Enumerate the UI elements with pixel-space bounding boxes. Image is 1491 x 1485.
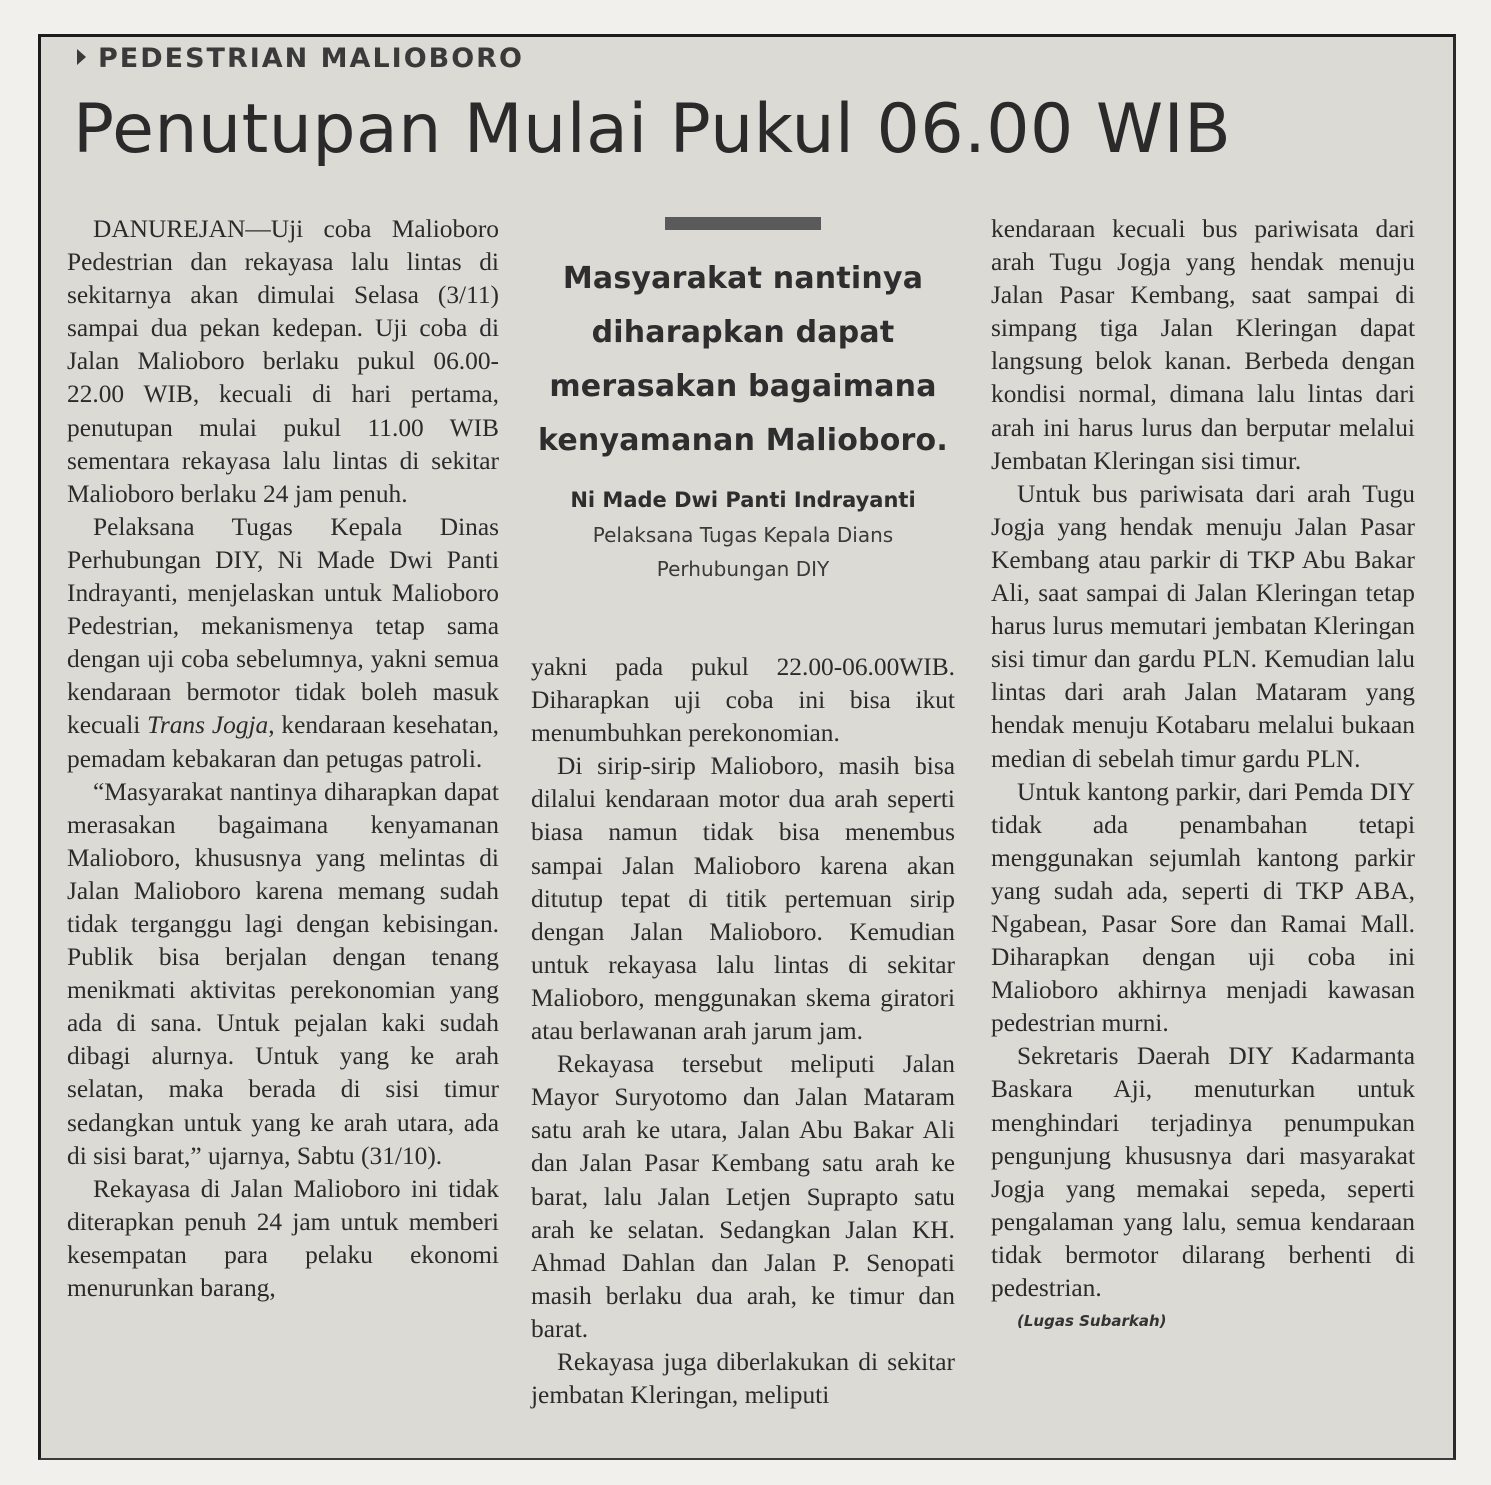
pull-quote-text: Masyarakat nantinya diharapkan dapat merasakan bagaimana kenyamanan Malioboro. xyxy=(538,261,948,458)
paragraph: Untuk bus pariwisata dari arah Tugu Jogja yang hendak menuju Jalan Pasar Kembang atau parkir di TKP Abu Bakar Ali, saat sampai di Jalan Kleringan tetap harus lurus memutari jembatan Kleringan sisi timur dan gardu PLN. Kemudian lalu lintas dari arah Jalan Mataram yang hendak menuju Kotabaru melalui bukaan median di sebelah timur gardu PLN. xyxy=(991,479,1415,773)
pull-quote xyxy=(531,213,955,586)
article-column-3 xyxy=(991,213,1415,1338)
paragraph: DANUREJAN—Uji coba Malioboro Pedestrian dan rekayasa lalu lintas di sekitarnya akan dimulai Selasa (3/11) sampai dua pekan kedepan. Uji coba di Jalan Malioboro berlaku pukul 06.00-22.00 WIB, kecuali di hari pertama, penutupan mulai pukul 11.00 WIB sementara rekayasa lalu lintas di sekitar Malioboro berlaku 24 jam penuh. xyxy=(67,215,499,508)
article-column-1 xyxy=(67,213,499,1305)
pull-quote-rule xyxy=(665,217,821,230)
pull-quote-role: Pelaksana Tugas Kepala Dians Perhubungan DIY xyxy=(592,523,894,581)
paragraph: Rekayasa tersebut meliputi Jalan Mayor Suryotomo dan Jalan Mataram satu arah ke utara, Jalan Abu Bakar Ali dan Jalan Pasar Kembang satu arah ke barat, lalu Jalan Letjen Suprapto satu arah ke selatan. Sedangkan Jalan KH. Ahmad Dahlan dan Jalan P. Senopati masih berlaku dua arah, ke timur dan barat. xyxy=(531,1050,955,1343)
paragraph: Di sirip-sirip Malioboro, masih bisa dilalui kendaraan motor dua arah seperti biasa namun tidak bisa menembus sampai Jalan Malioboro karena akan ditutup tepat di titik pertemuan sirip dengan Jalan Malioboro. Kemudian untuk rekayasa lalu lintas di sekitar Malioboro, menggunakan skema giratori atau berlawanan arah jarum jam. xyxy=(531,752,955,1046)
paragraph: Sekretaris Daerah DIY Kadarmanta Baskara Aji, menuturkan untuk menghindari terjadinya penumpukan pengunjung khususnya dari masyarakat Jogja yang memakai sepeda, seperti pengalaman yang lalu, semua kendaraan tidak bermotor dilarang berhenti di pedestrian. xyxy=(991,1042,1415,1302)
article-column-2 xyxy=(531,651,955,1412)
italic-name: Trans Jogja xyxy=(147,711,269,740)
paragraph-text: Pelaksana Tugas Kepala Dinas Perhubungan DIY, Ni Made Dwi Panti Indrayanti, menjelaskan untuk Malioboro Pedestrian, mekanismenya tetap sama dengan uji coba sebelumnya, yakni semua kendaraan bermotor tidak boleh masuk kecuali xyxy=(67,512,499,740)
reporter-credit: (Lugas Subarkah) xyxy=(1017,1312,1167,1331)
paragraph-text: , kendaraan kesehatan, pemadam kebakaran dan petugas patroli. xyxy=(67,711,499,773)
pull-quote-author: Ni Made Dwi Panti Indrayanti xyxy=(570,488,916,512)
paragraph: Rekayasa di Jalan Malioboro ini tidak diterapkan penuh 24 jam untuk memberi kesempatan para pelaku ekonomi menurunkan barang, xyxy=(67,1174,499,1302)
paragraph: “Masyarakat nantinya diharapkan dapat merasakan bagaimana kenyamanan Malioboro, khususnya yang melintas di Jalan Malioboro karena memang sudah tidak terganggu lagi dengan kebisingan. Publik bisa berjalan dengan tenang menikmati aktivitas perekonomian yang ada di sana. Untuk pejalan kaki sudah dibagi alurnya. Untuk yang ke arah selatan, maka berada di sisi timur sedangkan untuk yang ke arah utara, ada di sisi barat,” ujarnya, Sabtu (31/10). xyxy=(67,777,499,1170)
paragraph: Rekayasa juga diberlakukan di sekitar jembatan Kleringan, meliputi xyxy=(531,1347,955,1410)
paragraph xyxy=(67,511,499,776)
rubric-label: PEDESTRIAN MALIOBORO xyxy=(98,43,524,74)
paragraph: yakni pada pukul 22.00-06.00WIB. Diharapkan uji coba ini bisa ikut menumbuhkan perekonomian. xyxy=(531,653,955,748)
section-rubric xyxy=(77,43,524,74)
headline: Penutupan Mulai Pukul 06.00 WIB xyxy=(73,90,1232,169)
triangle-bullet-icon xyxy=(77,49,86,65)
newspaper-clipping xyxy=(38,34,1456,1460)
paragraph: kendaraan kecuali bus pariwisata dari arah Tugu Jogja yang hendak menuju Jalan Pasar Kembang, saat sampai di simpang tiga Jalan Kleringan dapat langsung belok kanan. Berbeda dengan kondisi normal, dimana lalu lintas dari arah ini harus lurus dan berputar melalui Jembatan Kleringan sisi timur. xyxy=(991,215,1415,475)
paragraph: Untuk kantong parkir, dari Pemda DIY tidak ada penambahan tetapi menggunakan sejumlah kantong parkir yang sudah ada, seperti di TKP ABA, Ngabean, Pasar Sore dan Ramai Mall. Diharapkan dengan uji coba ini Malioboro akhirnya menjadi kawasan pedestrian murni. xyxy=(991,777,1415,1038)
